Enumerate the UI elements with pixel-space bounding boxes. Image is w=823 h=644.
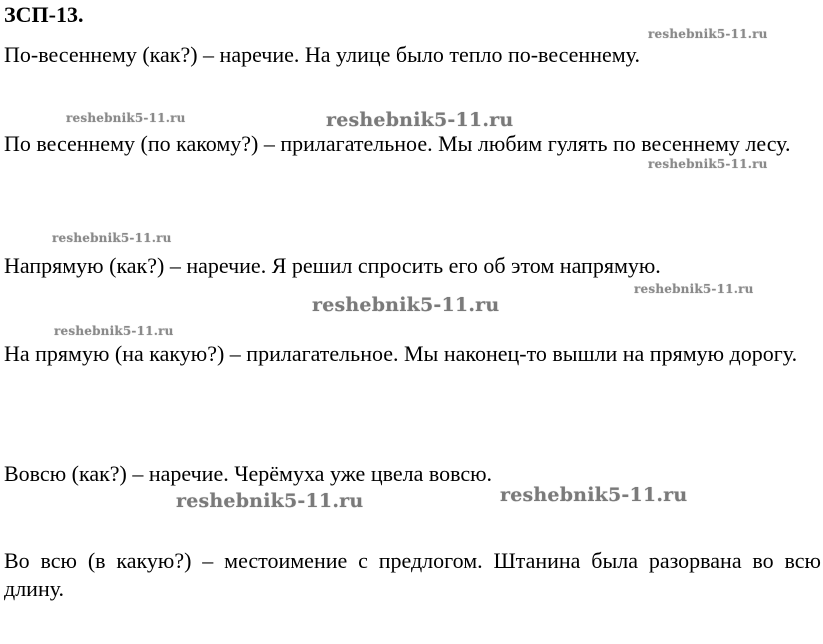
- watermark: reshebnik5-11.ru: [54, 324, 174, 338]
- watermark: reshebnik5-11.ru: [648, 27, 768, 41]
- watermark: reshebnik5-11.ru: [66, 111, 186, 125]
- watermark: reshebnik5-11.ru: [52, 231, 172, 245]
- paragraph-4: На прямую (на какую?) – прилагательное. Мы наконец-то вышли на прямую дорогу.: [4, 341, 798, 366]
- watermark: reshebnik5-11.ru: [312, 294, 500, 316]
- watermark: reshebnik5-11.ru: [648, 157, 768, 171]
- watermark: reshebnik5-11.ru: [326, 109, 514, 131]
- watermark: reshebnik5-11.ru: [176, 490, 364, 512]
- paragraph-5: Вовсю (как?) – наречие. Черёмуха уже цвела вовсю.: [4, 461, 493, 486]
- paragraph-6: Во всю (в какую?) – местоимение с предлогом. Штанина была разорвана во всю длину.: [4, 548, 821, 601]
- watermark: reshebnik5-11.ru: [500, 484, 688, 506]
- paragraph-3: Напрямую (как?) – наречие. Я решил спросить его об этом напрямую.: [4, 253, 661, 278]
- paragraph-2: По весеннему (по какому?) – прилагательное. Мы любим гулять по весеннему лесу.: [4, 131, 791, 156]
- watermark: reshebnik5-11.ru: [634, 282, 754, 296]
- paragraph-1: По-весеннему (как?) – наречие. На улице было тепло по-весеннему.: [4, 42, 640, 67]
- exercise-heading: ЗСП-13.: [4, 2, 84, 27]
